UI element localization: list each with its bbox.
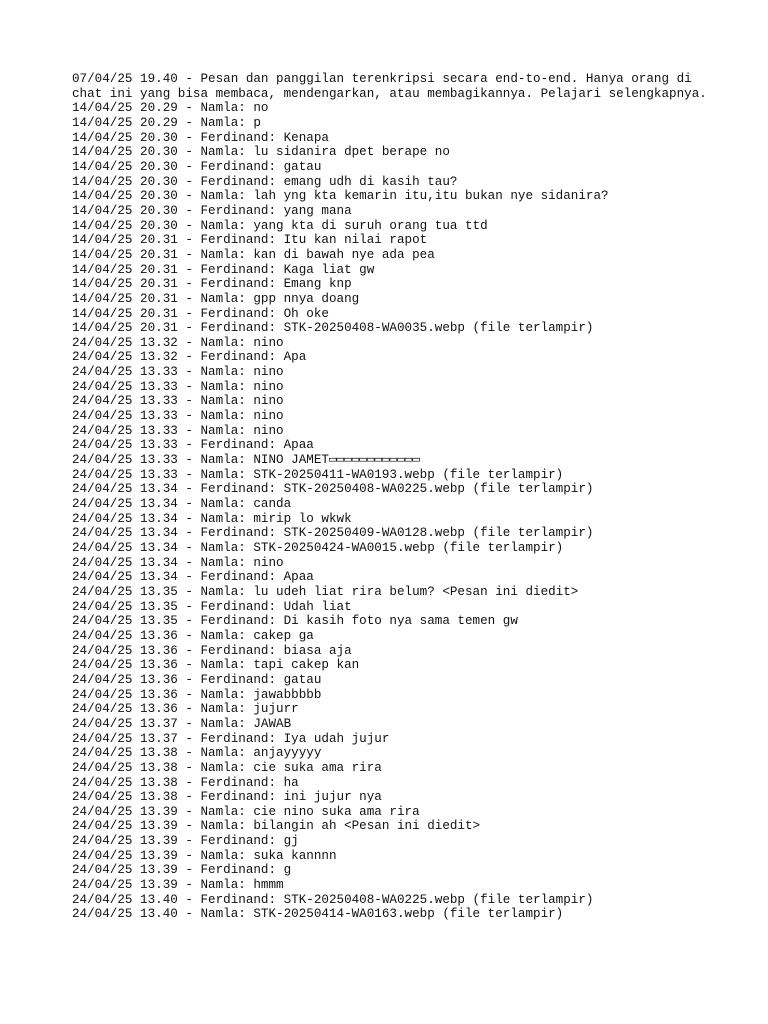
chat-message-line: 24/04/25 13.39 - Ferdinand: g — [72, 863, 292, 878]
chat-message-line: 24/04/25 13.40 - Namla: STK-20250414-WA0163.webp (file terlampir) — [72, 907, 564, 922]
chat-message-line: 24/04/25 13.33 - Namla: nino — [72, 409, 284, 424]
chat-message-line: 14/04/25 20.31 - Ferdinand: Itu kan nilai rapot — [72, 233, 428, 248]
chat-message-line: 24/04/25 13.38 - Namla: anjayyyyy — [72, 746, 322, 761]
chat-message-line: 14/04/25 20.31 - Ferdinand: Kaga liat gw — [72, 262, 375, 277]
chat-message-line: 24/04/25 13.39 - Namla: cie nino suka ama rira — [72, 804, 420, 819]
chat-message-line: 24/04/25 13.34 - Namla: mirip lo wkwk — [72, 511, 352, 526]
chat-message-line: 14/04/25 20.30 - Namla: lah yng kta kemarin itu,itu bukan nye sidanira? — [72, 189, 609, 204]
chat-message-line: 24/04/25 13.40 - Ferdinand: STK-20250408-WA0225.webp (file terlampir) — [72, 892, 594, 907]
chat-message-line: 14/04/25 20.31 - Ferdinand: STK-20250408-WA0035.webp (file terlampir) — [72, 321, 594, 336]
chat-message-line: 24/04/25 13.36 - Namla: jawabbbbb — [72, 687, 322, 702]
chat-message-line: 24/04/25 13.36 - Namla: tapi cakep kan — [72, 658, 360, 673]
chat-message-line: 14/04/25 20.29 - Namla: no — [72, 101, 269, 116]
chat-message-line: 24/04/25 13.39 - Ferdinand: gj — [72, 834, 299, 849]
chat-message-line: 14/04/25 20.30 - Ferdinand: yang mana — [72, 203, 352, 218]
chat-log-document — [72, 72, 712, 922]
chat-message-line: 24/04/25 13.33 - Namla: nino — [72, 365, 284, 380]
chat-message-line: 14/04/25 20.31 - Namla: gpp nnya doang — [72, 291, 360, 306]
chat-message-line: 24/04/25 13.32 - Namla: nino — [72, 335, 284, 350]
chat-message-line: 14/04/25 20.30 - Ferdinand: Kenapa — [72, 130, 329, 145]
chat-message-line: 24/04/25 13.35 - Ferdinand: Udah liat — [72, 599, 352, 614]
chat-message-line: 24/04/25 13.36 - Namla: cakep ga — [72, 628, 314, 643]
chat-message-line: 24/04/25 13.39 - Namla: suka kannnn — [72, 848, 337, 863]
chat-message-line: 24/04/25 13.33 - Namla: STK-20250411-WA0193.webp (file terlampir) — [72, 467, 564, 482]
chat-message-line: 24/04/25 13.34 - Ferdinand: Apaa — [72, 570, 314, 585]
chat-message-line: 14/04/25 20.31 - Ferdinand: Oh oke — [72, 306, 329, 321]
chat-message-line: 14/04/25 20.30 - Ferdinand: emang udh di kasih tau? — [72, 174, 458, 189]
chat-message-line: 24/04/25 13.34 - Namla: nino — [72, 555, 284, 570]
chat-message-line: 14/04/25 20.30 - Ferdinand: gatau — [72, 159, 322, 174]
chat-message-line: 14/04/25 20.29 - Namla: p — [72, 115, 261, 130]
chat-message-line: 24/04/25 13.39 - Namla: hmmm — [72, 878, 284, 893]
chat-message-line: 24/04/25 13.36 - Ferdinand: gatau — [72, 672, 322, 687]
chat-message-line: 24/04/25 13.33 - Namla: nino — [72, 394, 284, 409]
chat-message-line: 24/04/25 13.34 - Ferdinand: STK-20250408-WA0225.webp (file terlampir) — [72, 482, 594, 497]
chat-message-line: 24/04/25 13.34 - Ferdinand: STK-20250409-WA0128.webp (file terlampir) — [72, 526, 594, 541]
chat-message-line: 24/04/25 13.34 - Namla: canda — [72, 497, 292, 512]
chat-message-line: 14/04/25 20.30 - Namla: lu sidanira dpet berape no — [72, 145, 450, 160]
chat-message-line: 24/04/25 13.32 - Ferdinand: Apa — [72, 350, 307, 365]
chat-message-line: 24/04/25 13.33 - Namla: NINO JAMET▭▭▭▭▭▭▭▭▭▭▭▭ — [72, 453, 420, 468]
chat-message-line: 14/04/25 20.31 - Ferdinand: Emang knp — [72, 277, 352, 292]
chat-message-line: 24/04/25 13.38 - Ferdinand: ha — [72, 775, 299, 790]
chat-message-line: 24/04/25 13.37 - Namla: JAWAB — [72, 716, 292, 731]
chat-message-line: 24/04/25 13.33 - Ferdinand: Apaa — [72, 438, 314, 453]
chat-message-line: 24/04/25 13.34 - Namla: STK-20250424-WA0015.webp (file terlampir) — [72, 541, 564, 555]
encryption-notice-line: 07/04/25 19.40 - Pesan dan panggilan terenkripsi secara end-to-end. Hanya orang di chat ini yang bisa membaca, mendengarkan, atau membagikannya. Pelajari selengkapnya. — [72, 72, 707, 101]
chat-message-line: 24/04/25 13.38 - Ferdinand: ini jujur nya — [72, 790, 382, 805]
chat-message-line: 14/04/25 20.30 - Namla: yang kta di suruh orang tua ttd — [72, 218, 488, 233]
chat-message-line: 24/04/25 13.38 - Namla: cie suka ama rira — [72, 760, 382, 775]
chat-message-line: 24/04/25 13.36 - Namla: jujurr — [72, 702, 299, 717]
chat-message-line: 24/04/25 13.39 - Namla: bilangin ah <Pesan ini diedit> — [72, 819, 481, 834]
chat-message-line: 24/04/25 13.35 - Ferdinand: Di kasih foto nya sama temen gw — [72, 614, 518, 629]
chat-message-line: 24/04/25 13.33 - Namla: nino — [72, 379, 284, 394]
chat-message-line: 24/04/25 13.37 - Ferdinand: Iya udah jujur — [72, 731, 390, 746]
chat-message-line: 24/04/25 13.36 - Ferdinand: biasa aja — [72, 643, 352, 658]
chat-message-line: 24/04/25 13.33 - Namla: nino — [72, 423, 284, 438]
chat-message-line: 24/04/25 13.35 - Namla: lu udeh liat rira belum? <Pesan ini diedit> — [72, 584, 579, 599]
chat-message-line: 14/04/25 20.31 - Namla: kan di bawah nye ada pea — [72, 247, 435, 262]
